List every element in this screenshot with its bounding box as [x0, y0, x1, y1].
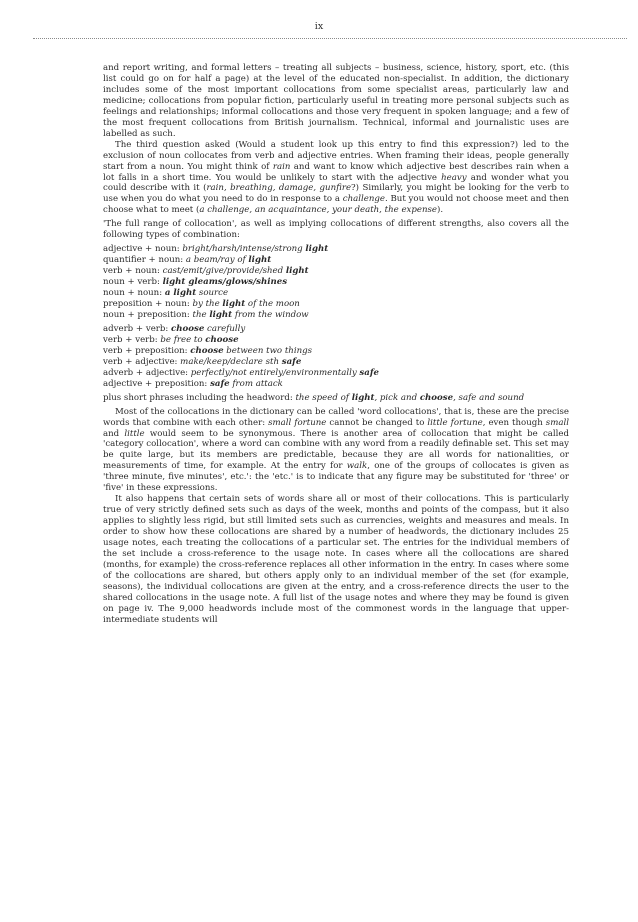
combination-type: verb + preposition:	[103, 345, 191, 356]
list-item	[103, 277, 569, 288]
text-span: ?) Similarly, you might be looking for the verb to use when you do what you need to do in response to a	[103, 183, 570, 205]
paragraph-2	[103, 140, 569, 217]
example-text: make/keep/declare sth	[180, 356, 282, 367]
combination-type: adjective + noun:	[103, 244, 183, 255]
paragraph-1: and report writing, and formal letters – treating all subjects – business, science, history, sport, etc. (this list could go on for half a page) at the level of the educated non-specialist. In addition, the dictionary includes some of the most important collocations from some specialist areas, particularly law and medicine; collocations from popular fiction, particularly useful in treating more personal subjects such as feelings and relationships; informal collocations and those very frequent in spoken language; and a few of the most frequent collocations from British journalism. Technical, informal and journalistic uses are labelled as such.	[103, 63, 569, 139]
example-text: cast/emit/give/provide/shed	[162, 266, 286, 277]
example-text: between two things	[223, 345, 313, 356]
example-text: the speed of	[295, 392, 352, 403]
text-span: , even though	[482, 417, 546, 428]
example-text: source	[196, 288, 229, 299]
text-span: and wonder what you could describe with it (	[103, 172, 569, 194]
combination-type: noun + preposition:	[103, 309, 193, 320]
page-number: ix	[314, 21, 324, 32]
example-text: small	[545, 417, 569, 428]
example-meet-list: a challenge, an acquaintance, your death, the expense	[199, 205, 438, 216]
example-text: little fortune	[427, 417, 483, 428]
combination-type: adverb + adjective:	[103, 367, 191, 378]
list-item	[103, 310, 569, 321]
example-rain-list: rain, breathing, damage, gunfire	[206, 183, 352, 194]
example-text: the	[192, 309, 210, 320]
text-span: The third question asked (Would a student look up this entry to find this expression?) led to the exclusion of noun collocates from verb and adjective entries. When framing their ideas, people generally start from a noun. You might think of	[103, 139, 569, 172]
text-span: and want to know which adjective best describes rain when a lot falls in a short time. You would be unlikely to start with the adjective	[103, 161, 569, 183]
headword: light	[173, 288, 197, 299]
text-span: Most of the collocations in the dictionary can be called 'word collocations', that is, these are the precise words that combine with each other:	[103, 406, 569, 428]
example-rain: rain	[272, 161, 291, 172]
headword: safe	[359, 367, 379, 378]
list-item	[103, 335, 569, 346]
list-item	[103, 266, 569, 277]
headword: choose	[419, 392, 454, 403]
combination-type: verb + noun:	[103, 266, 163, 277]
combination-type: noun + noun:	[103, 288, 165, 299]
header-rule	[33, 38, 627, 39]
example-text: little	[124, 428, 145, 439]
example-text: by the	[192, 299, 223, 310]
example-text: a beam/ray of	[185, 255, 249, 266]
headword: light	[209, 309, 233, 320]
example-text: a	[164, 288, 174, 299]
text-span: would seem to be synonymous. There is another area of collocation that might be called 'category collocation', where a word can combine with any word from a readily definable set. This set may be quite large, but its members are predictable, because they are all words for nationalities, or measurements of time, for example. At the entry for	[103, 428, 569, 472]
paragraph-shared-collocations: It also happens that certain sets of words share all or most of their collocations. This is particularly true of very strictly defined sets such as days of the week, months and points of the compass, but it also applies to slightly less rigid, but still limited sets such as currencies, weights and measures and meals. In order to show how these collocations are shared by a number of headwords, the dictionary includes 25 usage notes, each treating the collocations of a particular set. The entries for the individual members of the set include a cross-reference to the usage note. In cases where all the collocations are shared (months, for example) the cross-reference replaces all other information in the entry. In cases where some of the collocations are shared, but others apply only to an individual member of the set (for example, seasons), the individual collocations are given at the entry, and a cross-reference directs the user to the shared collocations in the usage note. A full list of the usage notes and where they may be found is given on page iv. The 9,000 headwords include most of the commonest words in the language that upper-intermediate students will	[103, 494, 569, 625]
text-span: , one of the groups of collocates is given as 'three minute, five minutes', etc.': the 'etc.' is to indicate that any figure may be substituted for 'three' or 'five' in these expressions.	[103, 461, 569, 494]
headword: choose	[171, 323, 205, 334]
list-item	[103, 368, 569, 379]
combination-list-choose-safe	[103, 324, 569, 390]
example-text: of the moon	[245, 299, 300, 310]
headword: choose	[205, 334, 239, 345]
combination-list-light	[103, 244, 569, 321]
list-item	[103, 324, 569, 335]
paragraph-3: 'The full range of collocation', as well as implying collocations of different strengths, also covers all the following types of combination:	[103, 219, 569, 241]
headword: light	[222, 299, 246, 310]
example-text: from the window	[232, 309, 309, 320]
text-span: plus short phrases including the headword:	[103, 392, 296, 403]
example-text: bright/harsh/intense/strong	[182, 244, 306, 255]
example-text: small fortune	[268, 417, 327, 428]
text-span: ).	[437, 205, 444, 216]
list-item	[103, 357, 569, 368]
headword: light	[305, 244, 329, 255]
list-item	[103, 288, 569, 299]
combination-type: verb + adjective:	[103, 356, 181, 367]
paragraph-phrases	[103, 393, 569, 404]
text-span: . But you would not choose meet and then choose what to meet (	[103, 194, 569, 216]
combination-type: adjective + preposition:	[103, 378, 211, 389]
combination-type: verb + verb:	[103, 334, 161, 345]
headword: light	[285, 266, 309, 277]
combination-type: noun + verb:	[103, 277, 163, 288]
example-text: , safe and sound	[453, 392, 525, 403]
example-text: carefully	[204, 323, 246, 334]
combination-type: quantifier + noun:	[103, 255, 186, 266]
list-item	[103, 346, 569, 357]
paragraph-word-collocations	[103, 407, 569, 495]
list-item	[103, 299, 569, 310]
headword: light	[248, 255, 272, 266]
example-heavy: heavy	[441, 172, 467, 183]
headword: safe	[210, 378, 230, 389]
example-challenge: challenge	[342, 194, 385, 205]
list-item	[103, 244, 569, 255]
combination-type: preposition + noun:	[103, 299, 193, 310]
example-text: , pick and	[374, 392, 420, 403]
page-content	[103, 63, 569, 626]
list-item	[103, 255, 569, 266]
list-item	[103, 379, 569, 390]
example-text: perfectly/not entirely/environmentally	[190, 367, 360, 378]
text-span: cannot be changed to	[326, 417, 428, 428]
example-text: from attack	[229, 378, 283, 389]
text-span: and	[103, 428, 125, 439]
headword: light	[162, 277, 186, 288]
example-text: walk	[346, 461, 368, 472]
example-text: be free to	[160, 334, 206, 345]
headword: choose	[190, 345, 224, 356]
headword: light	[351, 392, 375, 403]
headword: safe	[281, 356, 302, 367]
combination-type: adverb + verb:	[103, 323, 172, 334]
example-text: gleams/glows/shines	[185, 277, 288, 288]
